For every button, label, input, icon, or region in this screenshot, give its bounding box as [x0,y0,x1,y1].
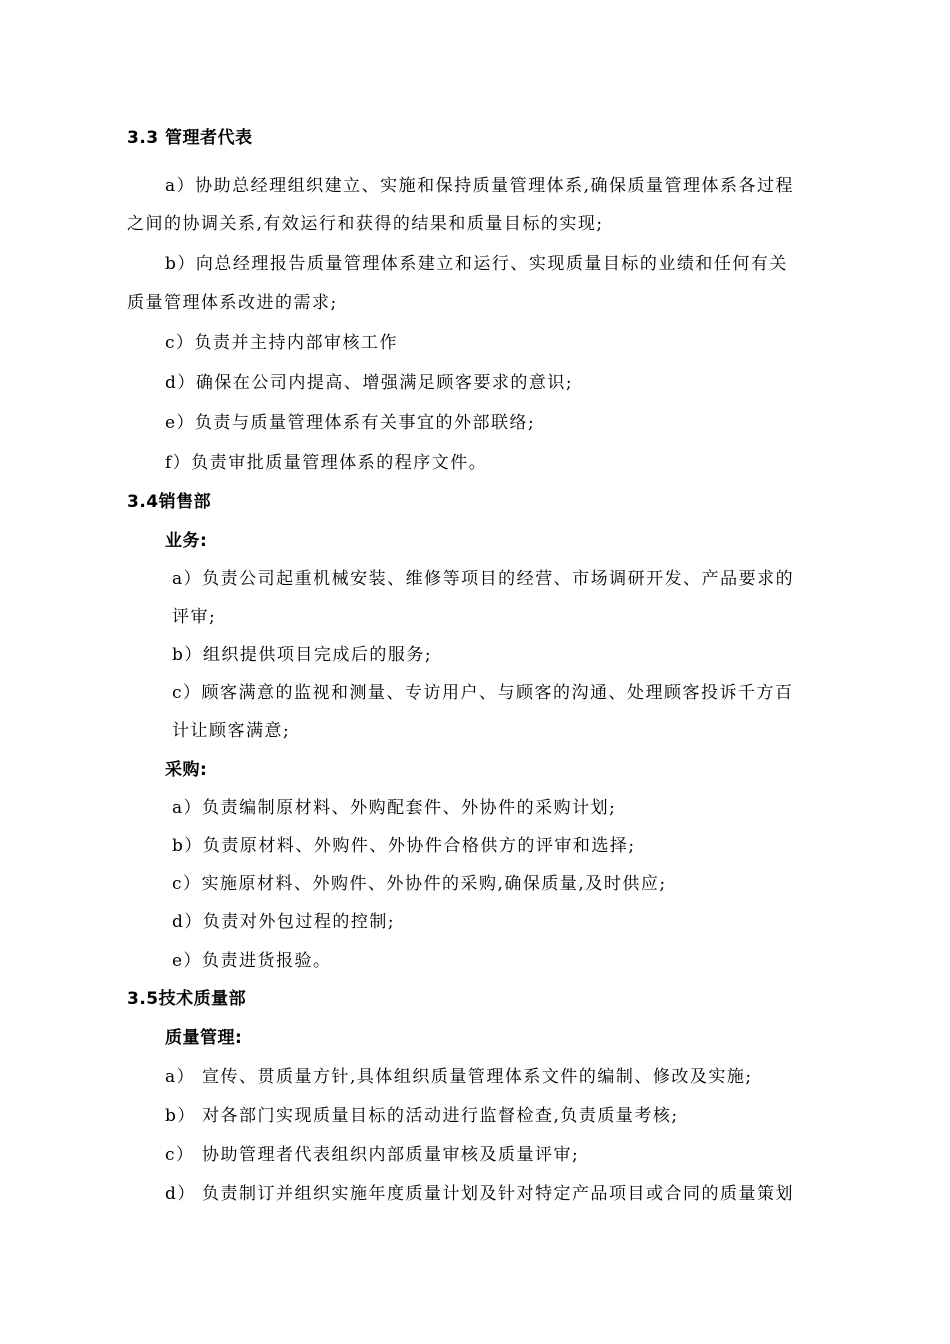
subsection-title-business: 业务: [165,531,208,551]
list-item-text: 负责制订并组织实施年度质量计划及针对特定产品项目或合同的质量策划 [202,1184,794,1204]
list-item [165,1182,794,1206]
list-item: d）负责对外包过程的控制; [172,912,396,932]
list-item: b）向总经理报告质量管理体系建立和运行、实现质量目标的业绩和任何有关 [165,254,788,274]
list-item-continuation: 之间的协调关系,有效运行和获得的结果和质量目标的实现; [127,214,604,234]
list-item: c）实施原材料、外购件、外协件的采购,确保质量,及时供应; [172,874,667,894]
list-item: e）负责进货报验。 [172,951,332,971]
list-item: a）协助总经理组织建立、实施和保持质量管理体系,确保质量管理体系各过程 [165,176,795,196]
list-item: b）组织提供项目完成后的服务; [172,645,433,665]
list-item-continuation: 质量管理体系改进的需求; [127,293,338,313]
section-heading-3-4: 3.4销售部 [127,492,212,512]
list-item: a）负责公司起重机械安装、维修等项目的经营、市场调研开发、产品要求的 [172,569,795,589]
section-heading-3-5: 3.5技术质量部 [127,989,247,1009]
list-item-tag: b） [165,1106,196,1126]
list-item: a）负责编制原材料、外购配套件、外协件的采购计划; [172,798,617,818]
list-item: d）确保在公司内提高、增强满足顾客要求的意识; [165,373,574,393]
list-item: f）负责审批质量管理体系的程序文件。 [165,453,488,473]
list-item-continuation: 评审; [172,607,217,627]
list-item [165,1104,679,1128]
list-item-tag: c） [165,1145,195,1165]
list-item-continuation: 计让顾客满意; [172,721,291,741]
list-item [165,1143,579,1167]
subsection-title-quality: 质量管理: [165,1028,243,1048]
list-item: c）顾客满意的监视和测量、专访用户、与顾客的沟通、处理顾客投诉千方百 [172,683,794,703]
list-item [165,1065,753,1089]
list-item-tag: a） [165,1067,196,1087]
list-item: e）负责与质量管理体系有关事宜的外部联络; [165,413,536,433]
list-item: c）负责并主持内部审核工作 [165,333,399,353]
list-item-text: 对各部门实现质量目标的活动进行监督检查,负责质量考核; [202,1106,679,1126]
section-heading-3-3: 3.3 管理者代表 [127,128,253,148]
list-item-text: 宣传、贯质量方针,具体组织质量管理体系文件的编制、修改及实施; [202,1067,753,1087]
list-item: b）负责原材料、外购件、外协件合格供方的评审和选择; [172,836,636,856]
subsection-title-purchasing: 采购: [165,760,208,780]
list-item-tag: d） [165,1184,196,1204]
list-item-text: 协助管理者代表组织内部质量审核及质量评审; [202,1145,580,1165]
